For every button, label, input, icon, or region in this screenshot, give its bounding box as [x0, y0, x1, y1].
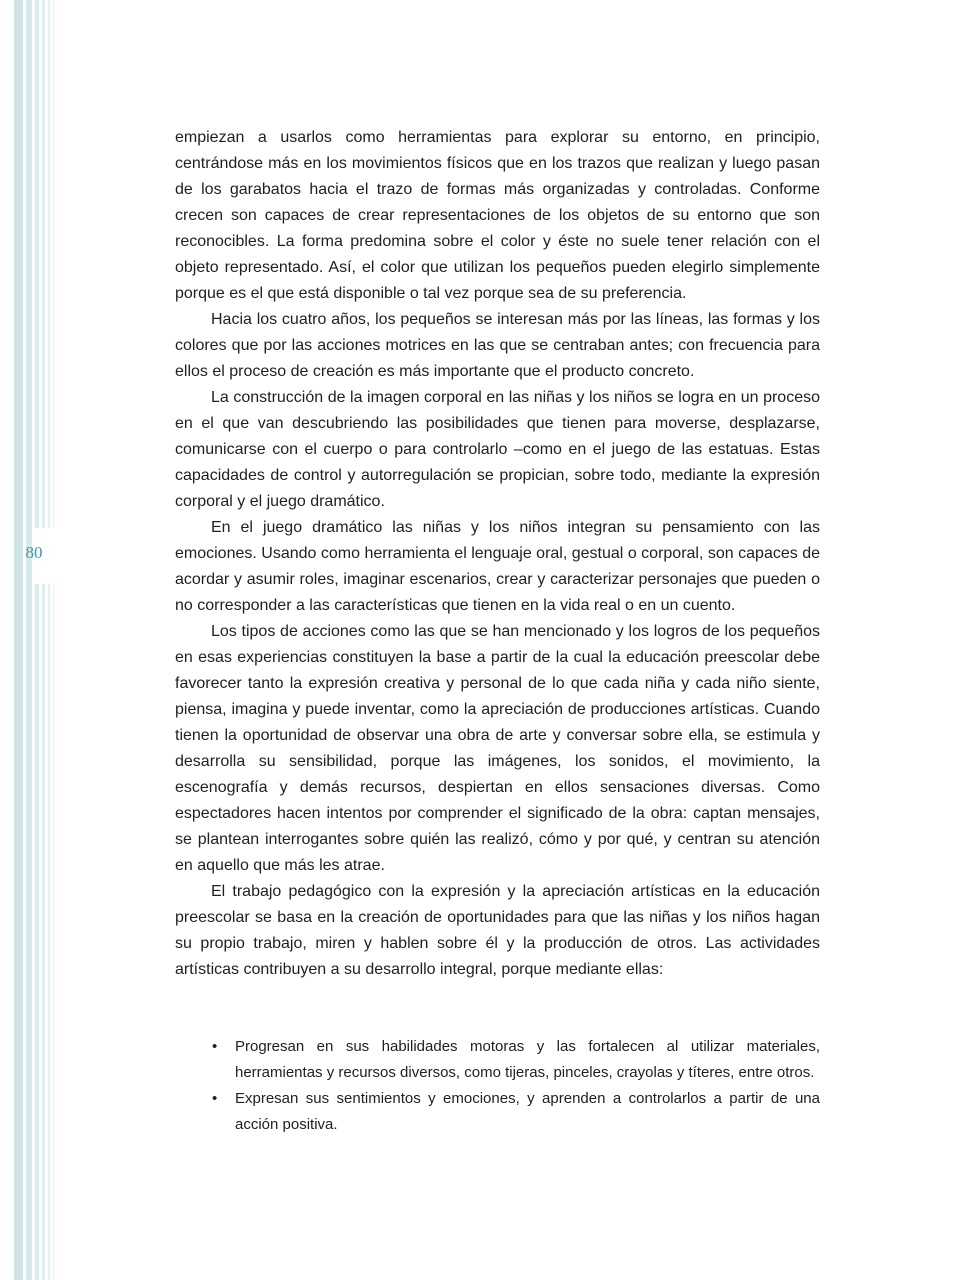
margin-stripe	[35, 0, 39, 528]
page-number: 80	[25, 543, 43, 562]
margin-stripe	[42, 584, 45, 1280]
margin-stripe	[53, 0, 54, 528]
paragraph: Hacia los cuatro años, los pequeños se interesan más por las líneas, las formas y los colores que por las acciones motrices en las que se centraban antes; con frecuencia para ellos el proceso de creación es más importante que el producto concreto.	[175, 311, 820, 380]
body-text	[175, 125, 820, 983]
margin-stripe	[53, 584, 54, 1280]
paragraph: En el juego dramático las niñas y los niños integran su pensamiento con las emociones. Usando como herramienta el lenguaje oral, gestual o corporal, son capaces de acordar y asumir roles, imaginar escenarios, crear y caracterizar personajes que pueden o no corresponder a las características que tienen en la vida real o en un cuento.	[175, 519, 820, 614]
margin-stripe	[35, 584, 39, 1280]
bullet-icon: •	[212, 1090, 218, 1107]
margin-stripe	[14, 0, 23, 1280]
bullet-icon: •	[212, 1038, 218, 1055]
list-item	[175, 1086, 820, 1138]
margin-stripe	[48, 0, 50, 528]
paragraph: El trabajo pedagógico con la expresión y la apreciación artísticas en la educación preescolar se basa en la creación de oportunidades para que las niñas y los niños hagan su propio trabajo, miren y hablen sobre él y la producción de otros. Las actividades artísticas contribuyen a su desarrollo integral, porque mediante ellas:	[175, 883, 820, 978]
margin-stripe	[26, 0, 32, 1280]
list-item	[175, 1034, 820, 1086]
bullet-list	[175, 1034, 820, 1138]
margin-stripe	[48, 584, 50, 1280]
paragraph: empiezan a usarlos como herramientas para explorar su entorno, en principio, centrándose más en los movimientos físicos que en los trazos que realizan y luego pasan de los garabatos hacia el trazo de formas más organizadas y controladas. Conforme crecen son capaces de crear representaciones de los objetos de su entorno que son reconocibles. La forma predomina sobre el color y éste no suele tener relación con el objeto representado. Así, el color que utilizan los pequeños pueden elegirlo simplemente porque es el que está disponible o tal vez porque sea de su preferencia.	[175, 129, 820, 302]
paragraph: La construcción de la imagen corporal en las niñas y los niños se logra en un proceso en el que van descubriendo las posibilidades que tienen para moverse, desplazarse, comunicarse con el cuerpo o para controlarlo –como en el juego de las estatuas. Estas capacidades de control y autorregulación se propician, sobre todo, mediante la expresión corporal y el juego dramático.	[175, 389, 820, 510]
paragraph: Los tipos de acciones como las que se han mencionado y los logros de los pequeños en esas experiencias constituyen la base a partir de la cual la educación preescolar debe favorecer tanto la expresión creativa y personal de lo que cada niña y cada niño siente, piensa, imagina y puede inventar, como la apreciación de producciones artísticas. Cuando tienen la oportunidad de observar una obra de arte y conversar sobre ella, se estimula y desarrolla su sensibilidad, porque las imágenes, los sonidos, el movimiento, la escenografía y demás recursos, despiertan en ellos sensaciones diversas. Como espectadores hacen intentos por comprender el significado de la obra: captan mensajes, se plantean interrogantes sobre quién las realizó, cómo y por qué, y centran su atención en aquello que más les atrae.	[175, 623, 820, 874]
list-item-text: Progresan en sus habilidades motoras y las fortalecen al utilizar materiales, herramientas y recursos diversos, como tijeras, pinceles, crayolas y títeres, entre otros.	[235, 1038, 820, 1081]
list-item-text: Expresan sus sentimientos y emociones, y aprenden a controlarlos a partir de una acción positiva.	[235, 1090, 820, 1133]
margin-stripe	[42, 0, 45, 528]
